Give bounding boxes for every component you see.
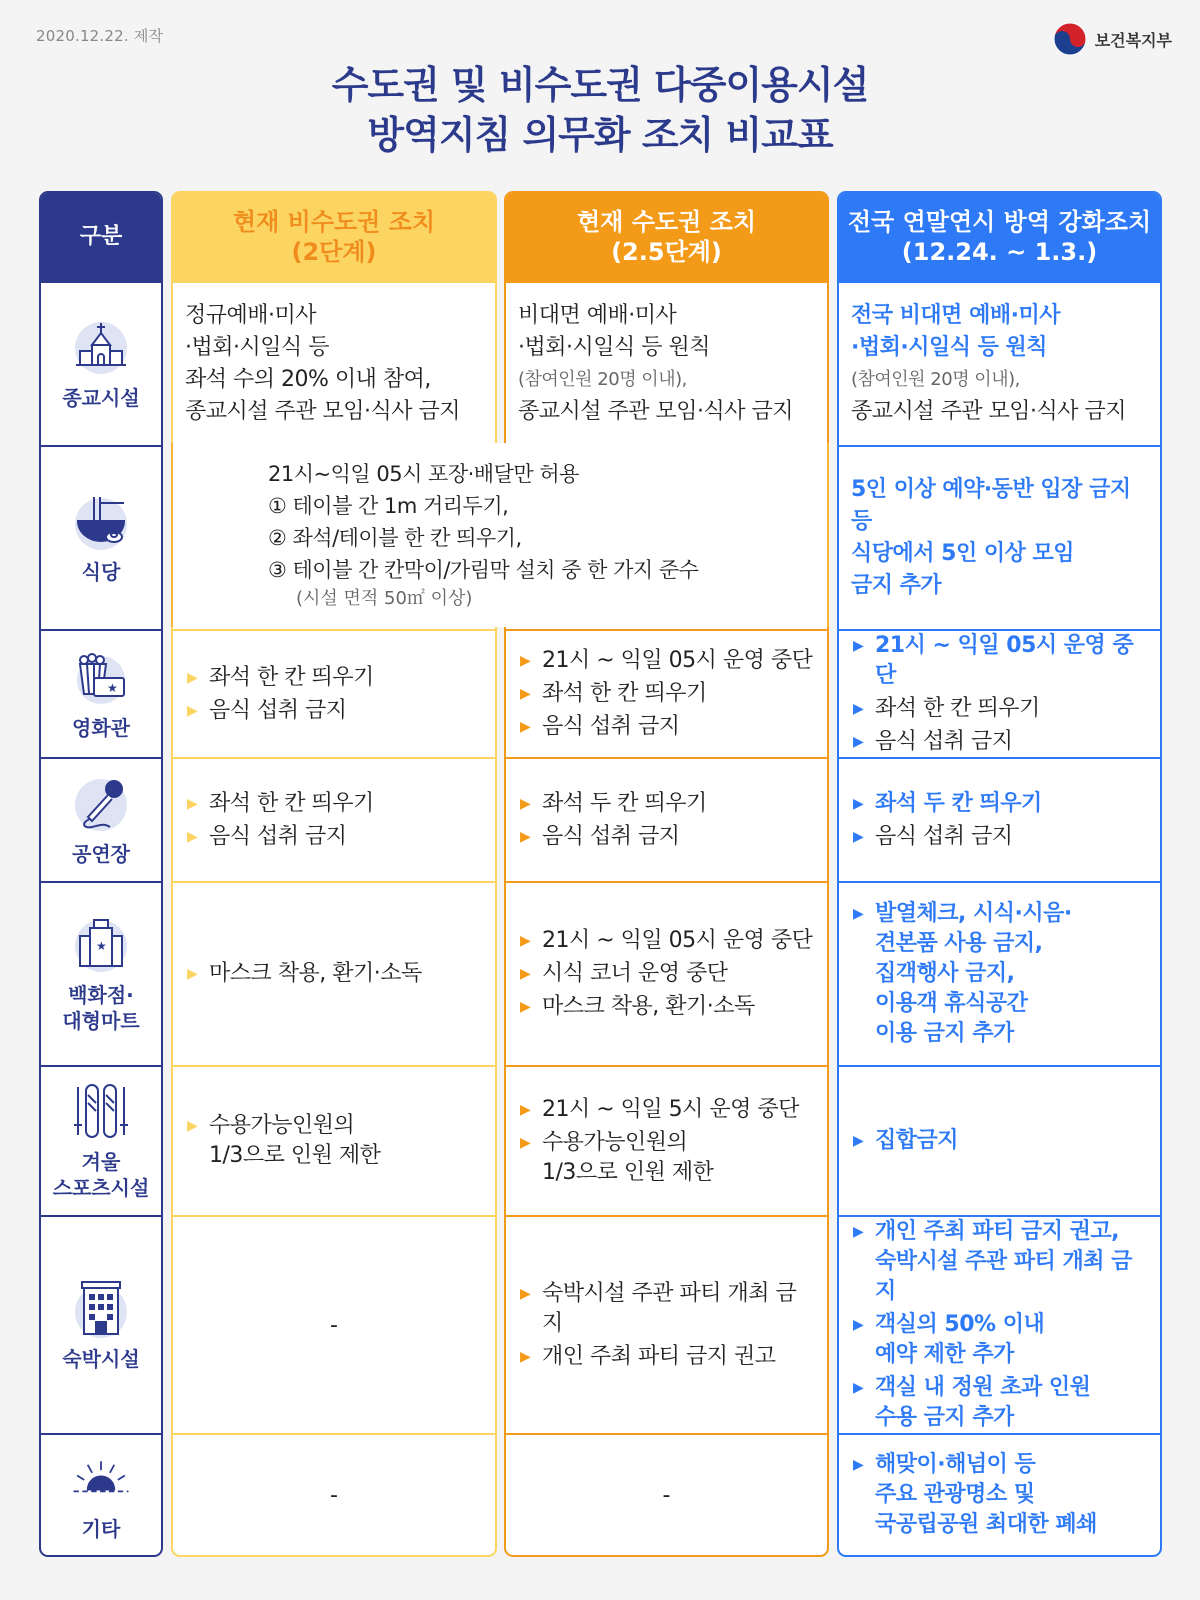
category-concert (41, 757, 161, 881)
category-lodging (41, 1215, 161, 1433)
taegeuk-logo-icon (1053, 22, 1087, 56)
department-store-icon (70, 914, 132, 976)
list-item: ▶ 음식 섭취 금지 (187, 822, 483, 852)
category-restaurant (41, 445, 161, 629)
list-item: ▶ 객실의 50% 이내 예약 제한 추가 (853, 1310, 1148, 1370)
list-item: ▶ 마스크 착용, 환기·소독 (520, 992, 815, 1022)
column-non-capital (171, 191, 497, 1557)
list-item: ▶ 개인 주최 파티 금지 권고, 숙박시설 주관 파티 개최 금지 (853, 1217, 1148, 1307)
list-item: ▶ 21시 ~ 익일 05시 운영 중단 (520, 646, 815, 676)
list-item: ▶ 21시 ~ 익일 5시 운영 중단 (520, 1095, 815, 1125)
column-header-non-capital: 현재 비수도권 조치 (2단계) (173, 193, 495, 281)
cell-etc-c2: - (506, 1433, 827, 1555)
category-label: 공연장 (72, 842, 130, 866)
cell-lodging-c1: - (173, 1215, 495, 1433)
creation-date: 2020.12.22. 제작 (36, 27, 164, 45)
list-item: ▶ 숙박시설 주관 파티 개최 금지 (520, 1279, 815, 1339)
ministry-logo (1053, 22, 1172, 56)
list-item: ▶ 좌석 두 칸 띄우기 (520, 789, 815, 819)
cell-concert-c2 (506, 757, 827, 881)
category-cinema (41, 629, 161, 757)
cell-etc-c3 (839, 1433, 1160, 1555)
category-label: 영화관 (72, 716, 130, 740)
list-item: ▶ 마스크 착용, 환기·소독 (187, 959, 483, 989)
cell-cinema-c3 (839, 629, 1160, 757)
list-item: ▶ 좌석 한 칸 띄우기 (187, 789, 483, 819)
category-label: 종교시설 (62, 386, 140, 410)
list-item: ▶ 음식 섭취 금지 (853, 822, 1148, 852)
cell-department-c3 (839, 881, 1160, 1065)
noodle-bowl-icon (70, 491, 132, 553)
microphone-icon (70, 773, 132, 835)
cell-lodging-c3 (839, 1215, 1160, 1433)
cell-lodging-c2 (506, 1215, 827, 1433)
cell-religion-c1: 정규예배·미사 ·법회·시일식 등 좌석 수의 20% 이내 참여, 종교시설 주관 모임·식사 금지 (173, 281, 495, 445)
cell-restaurant-merged: 21시~익일 05시 포장·배달만 허용 ① 테이블 간 1m 거리두기, ② 좌석/테이블 한 칸 띄우기, ③ 테이블 간 칸막이/가림막 설치 중 한 가지 준수 (시설 면적 50㎡ 이상) (171, 443, 829, 627)
list-item: ▶ 객실 내 정원 초과 인원 수용 금지 추가 (853, 1373, 1148, 1433)
list-item: ▶ 집합금지 (853, 1126, 1148, 1156)
category-religion (41, 281, 161, 445)
ministry-name: 보건복지부 (1094, 30, 1172, 50)
category-label: 겨울 (81, 1150, 121, 1174)
category-etc (41, 1433, 161, 1555)
church-icon (70, 317, 132, 379)
cell-etc-c1: - (173, 1433, 495, 1555)
category-label: 스포츠시설 (52, 1176, 150, 1200)
category-column (39, 191, 163, 1557)
category-header: 구분 (41, 193, 161, 281)
title-line-1: 수도권 및 비수도권 다중이용시설 (331, 63, 869, 107)
list-item: ▶ 수용가능인원의 1/3으로 인원 제한 (520, 1128, 815, 1188)
cell-winter-c3 (839, 1065, 1160, 1215)
svg-text:★: ★ (107, 681, 118, 695)
category-department (41, 881, 161, 1065)
cell-concert-c1 (173, 757, 495, 881)
category-label: 대형마트 (62, 1009, 140, 1033)
list-item: ▶ 음식 섭취 금지 (853, 727, 1148, 757)
column-header-capital: 현재 수도권 조치 (2.5단계) (506, 193, 827, 281)
list-item: ▶ 해맞이·해넘이 등 주요 관광명소 및 국공립공원 최대한 폐쇄 (853, 1450, 1148, 1540)
cell-cinema-c1 (173, 629, 495, 757)
column-capital (504, 191, 829, 1557)
cell-restaurant-c3: 5인 이상 예약·동반 입장 금지 등 식당에서 5인 이상 모임 금지 추가 (839, 445, 1160, 629)
category-label: 기타 (81, 1517, 121, 1541)
list-item: ▶ 좌석 한 칸 띄우기 (187, 663, 483, 693)
list-item: ▶ 발열체크, 시식·시음· 견본품 사용 금지, 집객행사 금지, 이용객 휴식공간 이용 금지 추가 (853, 899, 1148, 1049)
list-item: ▶ 개인 주최 파티 금지 권고 (520, 1342, 815, 1372)
sunrise-icon (70, 1448, 132, 1510)
cell-religion-c3: 전국 비대면 예배·미사 ·법회·시일식 등 원칙 (참여인원 20명 이내), 종교시설 주관 모임·식사 금지 (839, 281, 1160, 445)
column-nationwide (837, 191, 1162, 1557)
column-header-nationwide: 전국 연말연시 방역 강화조치 (12.24. ~ 1.3.) (839, 193, 1160, 281)
list-item: ▶ 수용가능인원의 1/3으로 인원 제한 (187, 1111, 483, 1171)
cell-winter-c1 (173, 1065, 495, 1215)
list-item: ▶ 21시 ~ 익일 05시 운영 중단 (853, 631, 1148, 691)
cell-winter-c2 (506, 1065, 827, 1215)
list-item: ▶ 21시 ~ 익일 05시 운영 중단 (520, 926, 815, 956)
page-title (0, 60, 1200, 160)
category-label: 식당 (81, 560, 121, 584)
category-label: 숙박시설 (62, 1347, 140, 1371)
hotel-icon (70, 1278, 132, 1340)
list-item: ▶ 좌석 한 칸 띄우기 (520, 679, 815, 709)
list-item: ▶ 음식 섭취 금지 (520, 822, 815, 852)
svg-text:★: ★ (96, 939, 107, 953)
list-item: ▶ 음식 섭취 금지 (187, 696, 483, 726)
cell-concert-c3 (839, 757, 1160, 881)
cell-cinema-c2 (506, 629, 827, 757)
category-winter-sports (41, 1065, 161, 1215)
title-line-2: 방역지침 의무화 조치 비교표 (367, 113, 833, 157)
cell-department-c1 (173, 881, 495, 1065)
list-item: ▶ 좌석 두 칸 띄우기 (853, 789, 1148, 819)
popcorn-ticket-icon (70, 647, 132, 709)
ski-icon (70, 1081, 132, 1143)
list-item: ▶ 음식 섭취 금지 (520, 712, 815, 742)
cell-department-c2 (506, 881, 827, 1065)
cell-religion-c2: 비대면 예배·미사 ·법회·시일식 등 원칙 (참여인원 20명 이내), 종교시설 주관 모임·식사 금지 (506, 281, 827, 445)
list-item: ▶ 좌석 한 칸 띄우기 (853, 694, 1148, 724)
list-item: ▶ 시식 코너 운영 중단 (520, 959, 815, 989)
category-label: 백화점· (68, 983, 134, 1007)
